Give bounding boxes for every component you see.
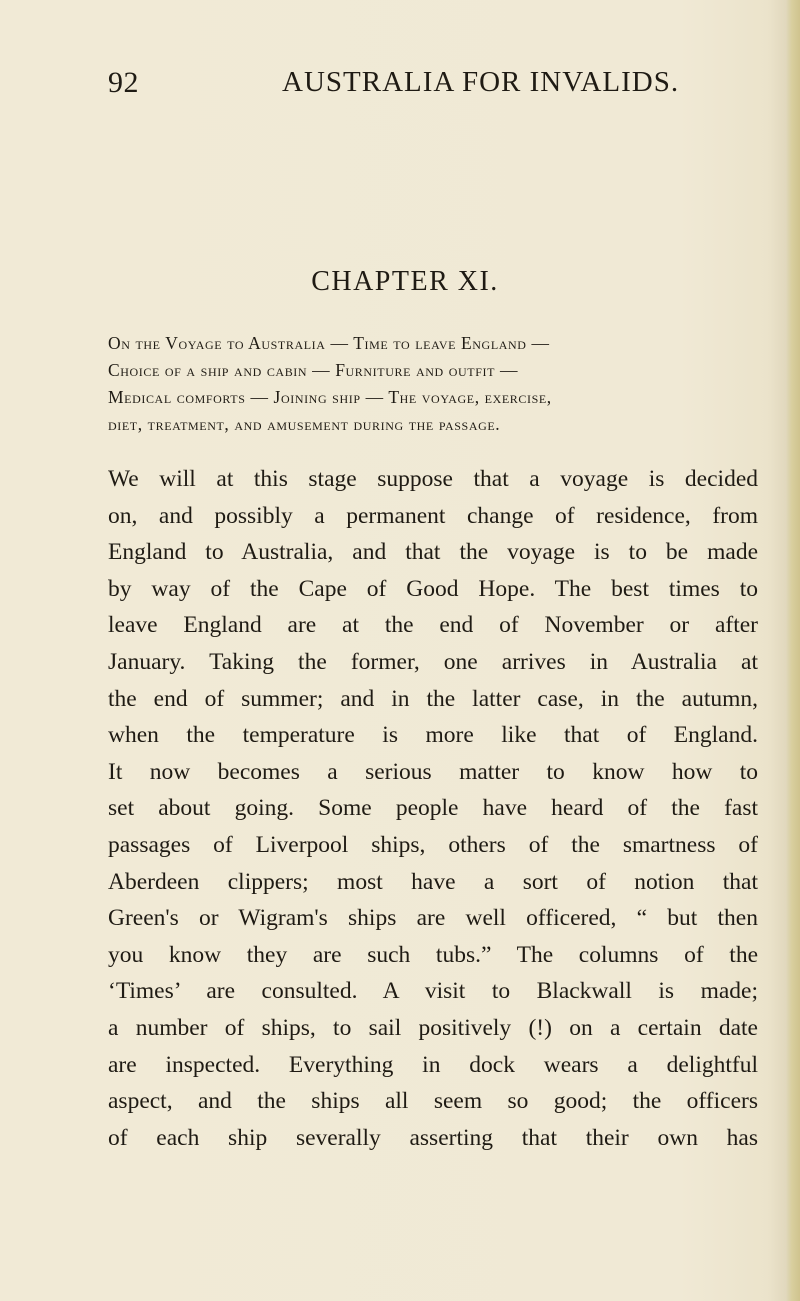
- page-edge: [786, 0, 800, 1301]
- text-line: aspect, and the ships all seem so good; the officers: [108, 1088, 758, 1115]
- synopsis-line: On the Voyage to Australia — Time to leave England —: [108, 333, 550, 353]
- text-line: on, and possibly a permanent change of residence, from: [108, 502, 758, 529]
- text-line: We will at this stage suppose that a voyage is decided: [108, 466, 758, 492]
- text-line: England to Australia, and that the voyage is to be made: [108, 539, 758, 566]
- synopsis-line: Choice of a ship and cabin — Furniture and outfit —: [108, 360, 519, 380]
- text-line: Aberdeen clippers; most have a sort of notion that: [108, 868, 758, 895]
- text-line: you know they are such tubs.” The columns of the: [108, 941, 758, 968]
- synopsis-line: diet, treatment, and amusement during the passage.: [108, 414, 501, 434]
- text-line: by way of the Cape of Good Hope. The best times to: [108, 575, 758, 602]
- synopsis-line: Medical comforts — Joining ship — The voyage, exercise,: [108, 387, 552, 407]
- text-line: when the temperature is more like that of England.: [108, 722, 758, 749]
- text-line: passages of Liverpool ships, others of the smartness of: [108, 831, 758, 858]
- running-title: AUSTRALIA FOR INVALIDS.: [282, 66, 680, 98]
- chapter-title: CHAPTER XI.: [311, 266, 499, 297]
- text-line: are inspected. Everything in dock wears a delightful: [108, 1051, 758, 1078]
- text-line: of each ship severally asserting that their own has: [108, 1124, 758, 1151]
- text-line: leave England are at the end of November or after: [108, 612, 758, 639]
- chapter-synopsis: [108, 330, 756, 438]
- text-line: Green's or Wigram's ships are well officered, “ but then: [108, 905, 758, 932]
- body-text: [108, 461, 758, 1156]
- page-number: 92: [108, 66, 139, 99]
- text-line: the end of summer; and in the latter case, in the autumn,: [108, 685, 758, 712]
- text-line: ‘Times’ are consulted. A visit to Blackwall is made;: [108, 978, 758, 1005]
- text-line: It now becomes a serious matter to know how to: [108, 758, 758, 785]
- text-line: January. Taking the former, one arrives in Australia at: [108, 648, 758, 675]
- text-line: a number of ships, to sail positively (!) on a certain date: [108, 1014, 758, 1041]
- running-head: [0, 66, 800, 106]
- text-line: set about going. Some people have heard of the fast: [108, 795, 758, 822]
